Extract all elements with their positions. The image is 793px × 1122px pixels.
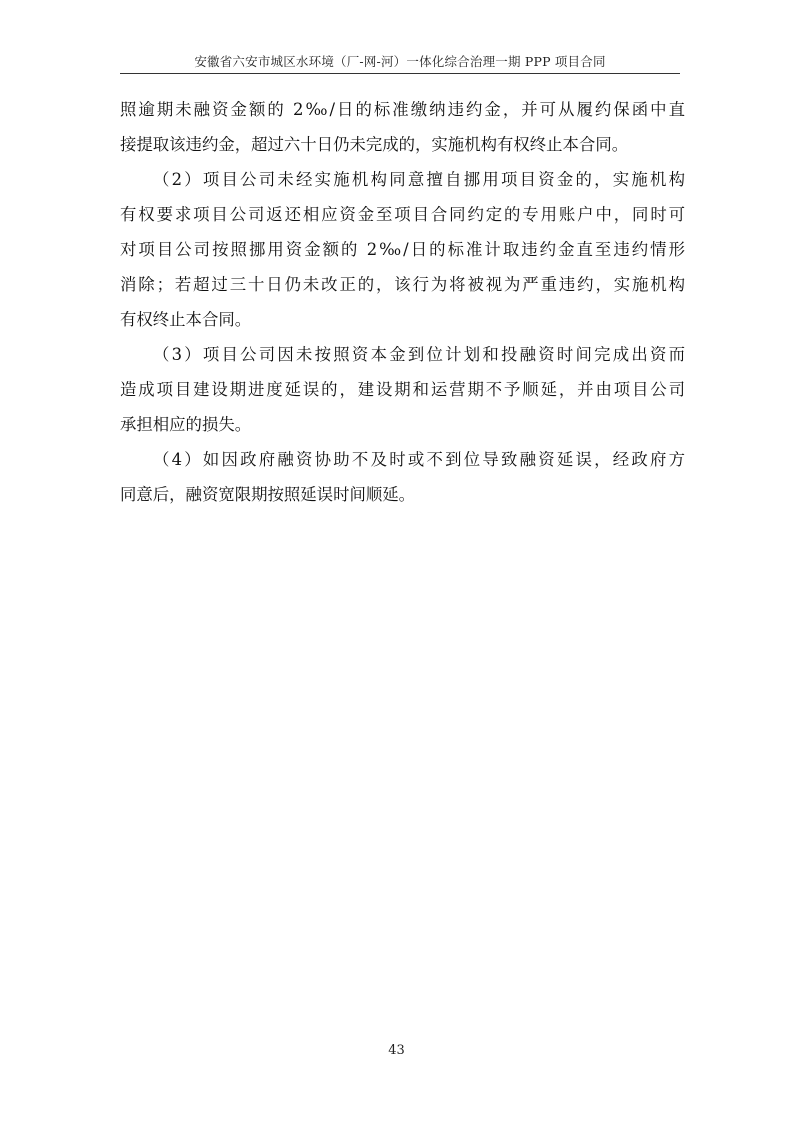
text-line: 接提取该违约金，超过六十日仍未完成的，实施机构有权终止本合同。	[120, 135, 629, 154]
text-line: 有权要求项目公司返还相应资金至项目合同约定的专用账户中，同时可	[120, 205, 685, 224]
text-line: （3）项目公司因未按照资本金到位计划和投融资时间完成出资而	[153, 345, 685, 364]
running-header: 安徽省六安市城区水环境（厂-网-河）一体化综合治理一期 PPP 项目合同	[194, 54, 606, 69]
paragraph-clause-2	[120, 162, 685, 337]
text-line: 承担相应的损失。	[120, 415, 252, 434]
document-body	[120, 92, 685, 512]
text-line: （4）如因政府融资协助不及时或不到位导致融资延误，经政府方	[153, 450, 685, 469]
text-line: （2）项目公司未经实施机构同意擅自挪用项目资金的，实施机构	[153, 170, 685, 189]
paragraph-continuation	[120, 92, 685, 162]
text-line: 消除；若超过三十日仍未改正的，该行为将被视为严重违约，实施机构	[120, 275, 685, 294]
text-line: 造成项目建设期进度延误的，建设期和运营期不予顺延，并由项目公司	[120, 380, 685, 399]
paragraph-clause-4	[120, 442, 685, 512]
text-line: 有权终止本合同。	[120, 310, 252, 329]
paragraph-clause-3	[120, 337, 685, 442]
text-line: 照逾期未融资金额的 2‰/日的标准缴纳违约金，并可从履约保函中直	[120, 100, 685, 119]
text-line: 同意后，融资宽限期按照延误时间顺延。	[120, 485, 416, 504]
header-divider	[120, 73, 680, 74]
page-number: 43	[388, 1043, 405, 1058]
text-line: 对项目公司按照挪用资金额的 2‰/日的标准计取违约金直至违约情形	[120, 240, 685, 259]
